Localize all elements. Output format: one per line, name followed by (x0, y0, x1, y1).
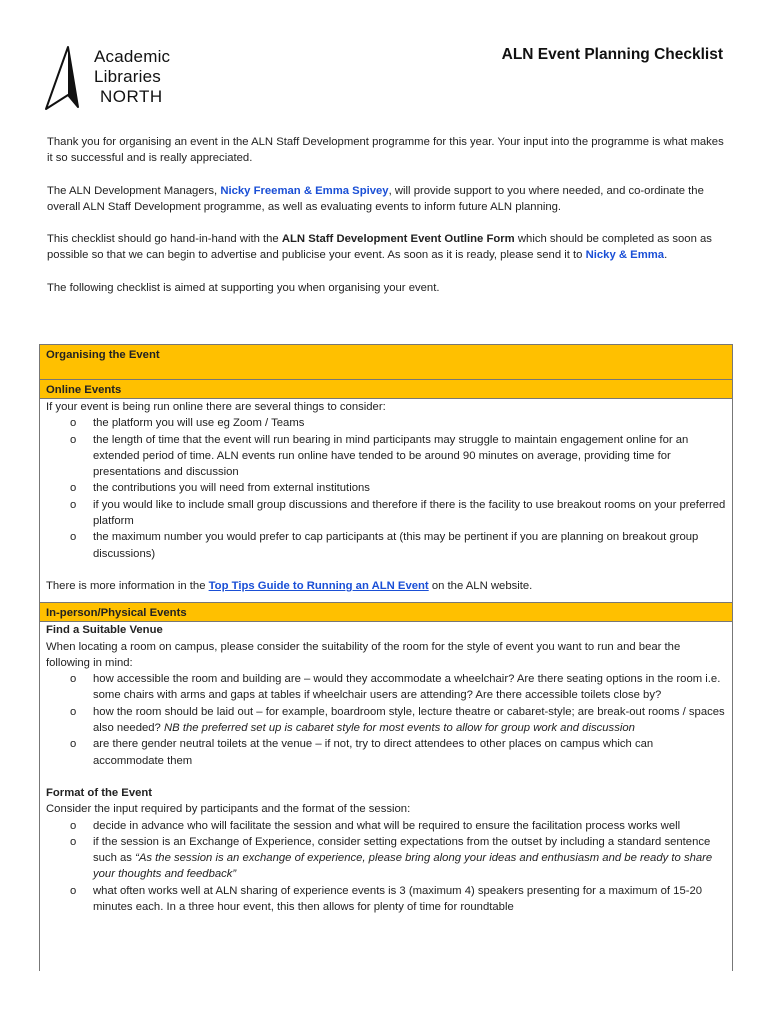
list-item (93, 704, 726, 737)
format-heading: Format of the Event (46, 786, 153, 799)
list-item: o decide in advance who will facilitate the session and what will be required to ensure the facilitation process works well (93, 818, 726, 834)
quote: “As the session is an exchange of experience, please bring along your ideas and enthusiasm and be ready to share your thoughts and feedback” (93, 852, 713, 881)
text: how the room should be laid out – for example, boardroom style, lecture theatre or cabaret-style; are break-out rooms / spaces also needed? (93, 705, 725, 735)
section-header-online: Online Events (40, 380, 732, 399)
format-list (46, 818, 726, 916)
intro-paragraph-2 (47, 183, 727, 216)
managers-names: Nicky Freeman & Emma Spivey (220, 184, 389, 197)
text: The ALN Development Managers, (47, 184, 221, 197)
top-tips-guide-link[interactable]: Top Tips Guide to Running an ALN Event (208, 579, 429, 592)
list-item: o the maximum number you would prefer to cap participants at (this may be pertinent if you are planning on breakout group discussions) (93, 529, 726, 562)
checklist-table (39, 344, 733, 971)
online-lead: If your event is being run online there are several things to consider: (46, 401, 386, 413)
list-item: o the length of time that the event will run bearing in mind participants may struggle to maintain engagement online for an extended period of time. ALN events run online have tended to be around 90 minutes on average, providing time for presentations and discussion (93, 432, 726, 481)
aln-logo (44, 45, 184, 111)
section-header-organising: Organising the Event (40, 345, 732, 380)
text: which should be completed as soon as possible so that we can begin to advertise and publicise your event. As soon as it is ready, please send it to (47, 233, 712, 262)
venue-lead: When locating a room on campus, please consider the suitability of the room for the style of event you want to run and bear the following in mind: (46, 640, 681, 669)
logo-line-1: Academic (94, 47, 171, 66)
list-item: o if you would like to include small group discussions and therefore if there is the facility to use breakout rooms on your preferred platform (93, 497, 726, 530)
intro-section (47, 134, 727, 312)
text: on the ALN website. (428, 579, 533, 592)
text: There is more information in the (46, 579, 209, 592)
list-item (93, 834, 726, 883)
text: if the session is an Exchange of Experience, consider setting expectations from the outset by including a standard sentence such as (93, 835, 711, 865)
text: . (664, 249, 668, 262)
intro-paragraph-4: The following checklist is aimed at supporting you when organising your event. (47, 281, 440, 294)
intro-paragraph-1: Thank you for organising an event in the ALN Staff Development programme for this year. Your input into the programme is what makes it so successful and is really appreciated. (47, 136, 724, 165)
list-item: o how accessible the room and building are – would they accommodate a wheelchair? Are there seating options in the room i.e. some chairs with arms and gaps at tables if wheelchair users are attending? Are there accessible toilets close by? (93, 671, 726, 704)
list-item: o what often works well at ALN sharing of experience events is 3 (maximum 4) speakers presenting for a maximum of 15-20 minutes each. In a three hour event, this then allows for plenty of time for roundtable (93, 883, 726, 916)
online-events-cell (40, 399, 732, 602)
logo-line-2: Libraries (94, 67, 161, 86)
logo-line-3: NORTH (100, 87, 163, 106)
list-item: o the contributions you will need from external institutions (93, 480, 726, 496)
outline-form-name: ALN Staff Development Event Outline Form (281, 233, 515, 246)
online-list (46, 415, 726, 562)
venue-list (46, 671, 726, 769)
format-lead: Consider the input required by participants and the format of the session: (46, 803, 411, 816)
logo-wordmark (94, 47, 170, 107)
contact-link[interactable]: Nicky & Emma (585, 249, 665, 262)
intro-paragraph-3 (47, 231, 727, 264)
aln-logo-mark-icon (44, 45, 94, 111)
note: NB the preferred set up is cabaret style for most events to allow for group work and discussion (163, 722, 635, 735)
venue-heading: Find a Suitable Venue (46, 624, 163, 637)
text: , will provide support to you where needed, and co-ordinate the overall ALN Staff Development programme, as well as evaluating events to inform future ALN planning. (47, 184, 704, 213)
section-header-inperson: In-person/Physical Events (40, 602, 732, 622)
text: This checklist should go hand-in-hand with the (47, 233, 282, 246)
list-item: o are there gender neutral toilets at the venue – if not, try to direct attendees to other places on campus which can accommodate them (93, 736, 726, 769)
page-title: ALN Event Planning Checklist (501, 46, 723, 63)
list-item: o the platform you will use eg Zoom / Teams (93, 415, 726, 431)
inperson-events-cell (40, 622, 732, 915)
more-info (46, 578, 726, 594)
